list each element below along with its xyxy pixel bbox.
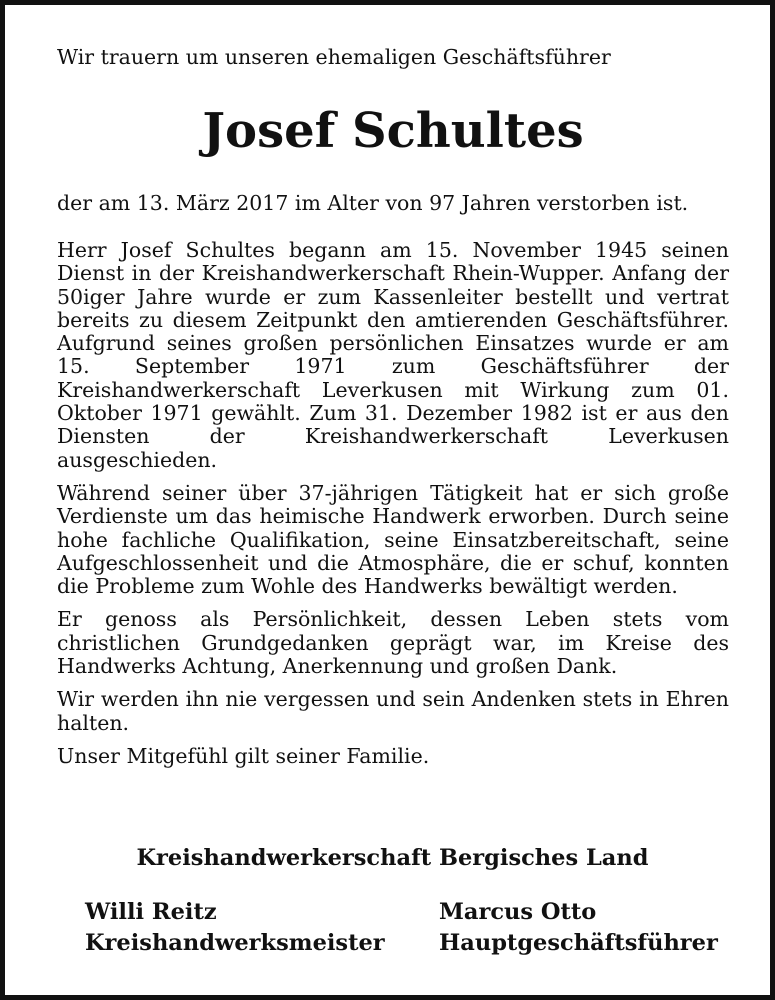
- paragraph-merits: Während seiner über 37-jährigen Tätigkeit hat er sich große Verdienste um das heimische Handwerk erworben. Durch seine hohe fachliche Qualifikation, seine Einsatzbereitschaft, seine Aufgeschlossenheit und die Atmosphäre, die er schuf, konnten die Probleme zum Wohle des Handwerks bewältigt werden.: [57, 480, 729, 599]
- intro-line: Wir trauern um unseren ehemaligen Geschäftsführer: [57, 45, 611, 69]
- signer-title: Hauptgeschäftsführer: [439, 930, 718, 956]
- organization-name: Kreishandwerkerschaft Bergisches Land: [136, 845, 649, 871]
- paragraph-career: Herr Josef Schultes begann am 15. November 1945 seinen Dienst in der Kreishandwerkerschaft Rhein-Wupper. Anfang der 50iger Jahre wurde er zum Kassenleiter bestellt und vertrat bereits zu diesem Zeitpunkt den amtierenden Geschäftsführer. Aufgrund seines großen persönlichen Einsatzes wurde er am 15. September 1971 zum Geschäftsführer der Kreishandwerkerschaft Leverkusen mit Wirkung zum 01. Oktober 1971 gewählt. Zum 31. Dezember 1982 ist er aus den Diensten der Kreishandwerkerschaft Leverkusen ausgeschieden.: [57, 238, 729, 472]
- paragraph-personality: Er genoss als Persönlichkeit, dessen Leben stets vom christlichen Grundgedanken geprägt war, im Kreise des Handwerks Achtung, Anerkennung und großen Dank.: [57, 607, 729, 679]
- signer-right: [439, 897, 718, 959]
- body-text: [57, 239, 729, 768]
- signer-name: Willi Reitz: [85, 899, 217, 925]
- paragraph-condolence: Unser Mitgefühl gilt seiner Familie.: [57, 743, 430, 768]
- paragraph-remembrance: Wir werden ihn nie vergessen und sein Andenken stets in Ehren halten.: [57, 687, 729, 735]
- signer-title: Kreishandwerksmeister: [85, 930, 385, 956]
- deceased-name: Josef Schultes: [202, 103, 584, 159]
- signer-name: Marcus Otto: [439, 899, 597, 925]
- notice-content: [57, 43, 729, 778]
- death-line: der am 13. März 2017 im Alter von 97 Jahren verstorben ist.: [57, 191, 689, 215]
- signer-left: [85, 897, 385, 959]
